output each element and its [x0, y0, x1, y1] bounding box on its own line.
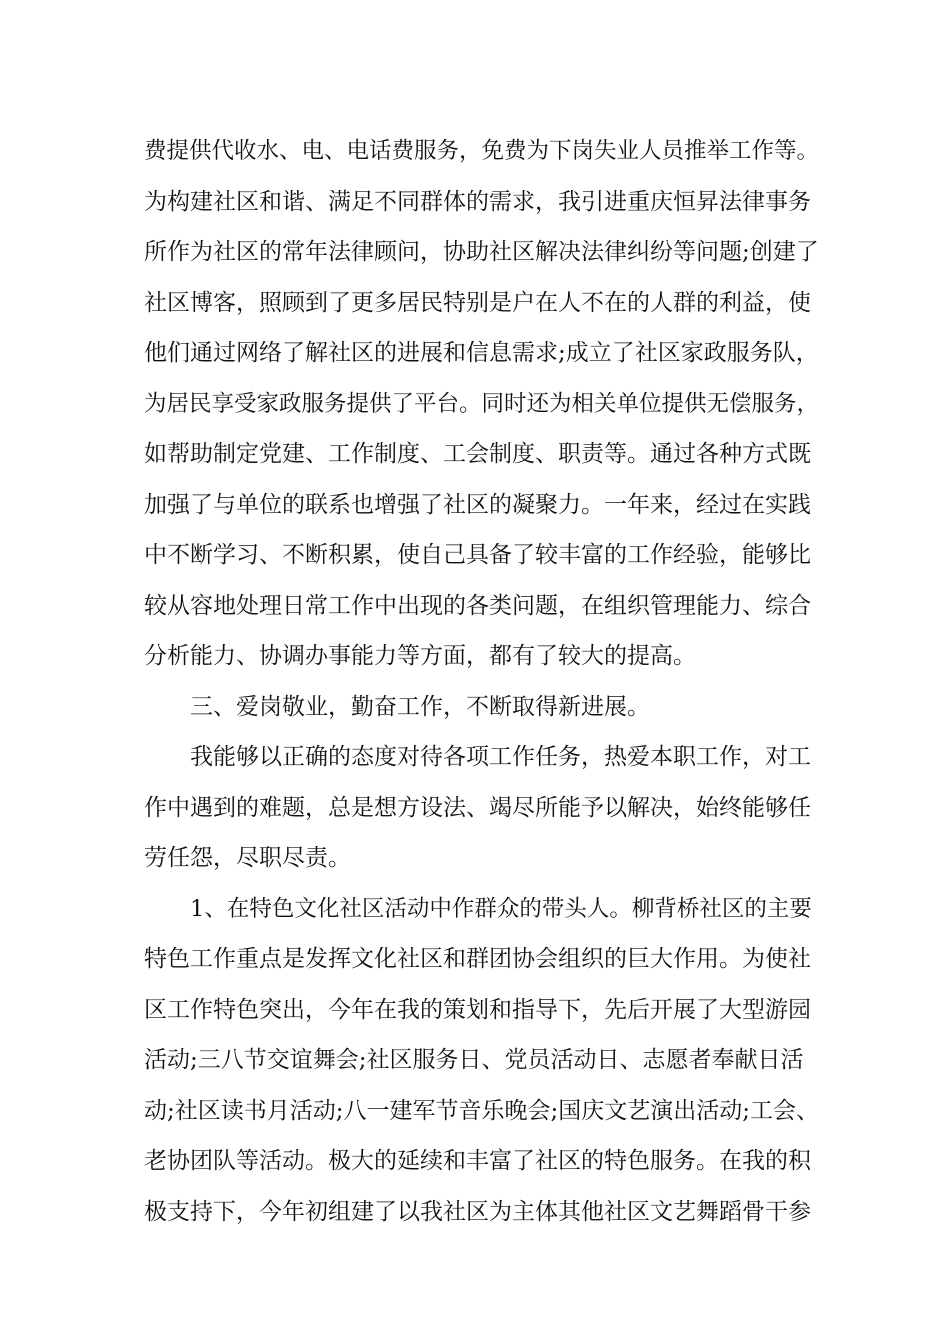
text-line: 所作为社区的常年法律顾问，协助社区解决法律纠纷等问题;创建了: [144, 239, 819, 265]
text-line: 极支持下，今年初组建了以我社区为主体其他社区文艺舞蹈骨干参: [144, 1198, 811, 1225]
text-line: 区工作特色突出，今年在我的策划和指导下，先后开展了大型游园: [144, 996, 811, 1023]
text-line: 中不断学习、不断积累，使自己具备了较丰富的工作经验，能够比: [144, 542, 811, 568]
text-line: 我能够以正确的态度对待各项工作任务，热爱本职工作，对工: [190, 744, 811, 770]
text-line: 他们通过网络了解社区的进展和信息需求;成立了社区家政服务队，: [144, 340, 819, 366]
text-line: 1、在特色文化社区活动中作群众的带头人。柳背桥社区的主要: [190, 895, 812, 922]
text-line: 劳任怨，尽职尽责。: [144, 845, 351, 871]
text-line: 费提供代收水、电、电话费服务，免费为下岗失业人员推举工作等。: [144, 138, 820, 164]
text-line: 为居民享受家政服务提供了平台。同时还为相关单位提供无偿服务，: [144, 390, 820, 417]
text-line: 加强了与单位的联系也增强了社区的凝聚力。一年来，经过在实践: [144, 491, 811, 518]
text-line: 老协团队等活动。极大的延续和丰富了社区的特色服务。在我的积: [144, 1148, 811, 1174]
section-heading: 三、爱岗敬业，勤奋工作，不断取得新进展。: [190, 693, 650, 720]
text-line: 为构建社区和谐、满足不同群体的需求，我引进重庆恒昇法律事务: [144, 188, 811, 215]
text-line: 社区博客，照顾到了更多居民特别是户在人不在的人群的利益，使: [144, 289, 811, 316]
text-line: 动;社区读书月活动;八一建军节音乐晚会;国庆文艺演出活动;工会、: [144, 1097, 819, 1124]
text-line: 较从容地处理日常工作中出现的各类问题，在组织管理能力、综合: [144, 592, 811, 619]
text-line: 作中遇到的难题，总是想方设法、竭尽所能予以解决，始终能够任: [144, 794, 811, 821]
text-line: 特色工作重点是发挥文化社区和群团协会组织的巨大作用。为使社: [144, 946, 811, 972]
text-line: 如帮助制定党建、工作制度、工会制度、职责等。通过各种方式既: [144, 441, 811, 467]
body-text: [144, 126, 824, 1237]
text-line: 活动;三八节交谊舞会;社区服务日、党员活动日、志愿者奉献日活: [144, 1047, 804, 1073]
text-line: 分析能力、协调办事能力等方面，都有了较大的提高。: [144, 643, 696, 669]
